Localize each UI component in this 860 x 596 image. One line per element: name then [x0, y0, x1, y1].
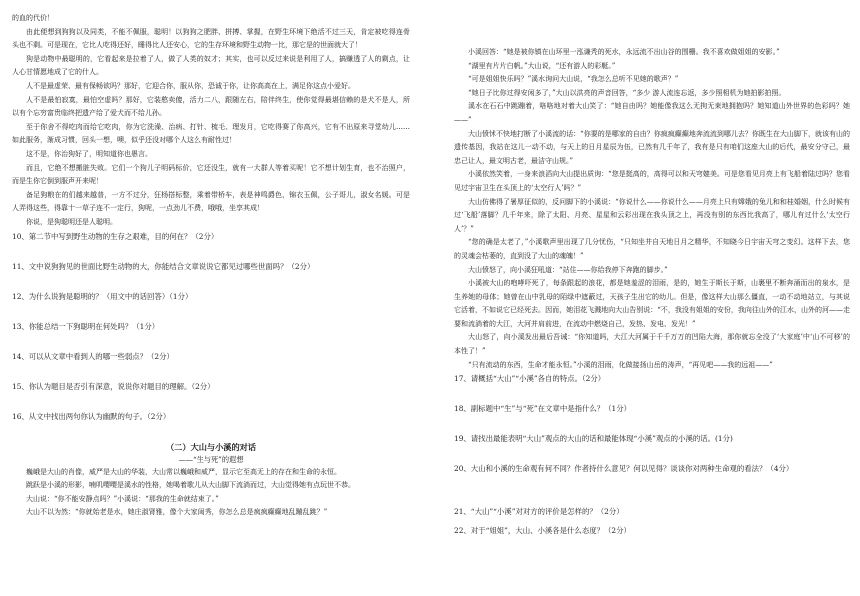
- question-20: 20、大山和小溪的生命观有何不同？作者持什么意见？何以见得？谈谈你对两种生命观的看法？（4分）: [454, 464, 794, 474]
- passage1-paragraph: 的血的代价！: [12, 14, 54, 22]
- dialogue-paragraph: 小溪被大山的咆哮吓死了，每条跟起的浪花，都是她羞涩的泪雨，是的，她生于斯长于斯，山裹里不断奔涌而出的泉水，是生养她的母体；她曾在山中乳母的陌绿中遮蔽过，天孩子生出它的幼儿。但是，像这样大山那么僵直，一动不动地站立，与其说它活着，不如说它已经死去。因而，她泪花飞溅地向大山告别说：“不，我没有姐姐的安份，我向往山外的江水，山外的河——走要和流淌着的大江，大河并肩前进，在流动中燃烧自己，发热、发电、发光！”: [454, 279, 850, 328]
- dialogue-paragraph: “可是姐姐快乐吗？”溪水询问大山说，“我怎么总听不见她的歌声？”: [468, 75, 679, 84]
- question-16: 16、从文中找出两句你认为幽默的句子。（2分）: [12, 411, 171, 421]
- section2-subtitle: ——“生与死”的遐想: [178, 454, 244, 464]
- passage1-paragraph: 而且，它绝不想搬脏失败。它们一个狗儿子明码标价，它还没生，就有一大群人等着买呢！它不想计划生育，也不治照户，而是生你它倒到服声开来呢！: [12, 163, 410, 186]
- passage2-paragraph: 大山不以为然：“你就始老是水，她庄淑肾雅，像个大家闺秀，你怎么总是疯疯癫癫地乱蹦乱跳？”: [26, 508, 328, 517]
- passage1-paragraph: 人不是最虚荣、最有保畅欲吗？那好，它迎合你，服从你，恐诚于你，让你高高在上，满足你这点小爱好。: [26, 81, 355, 90]
- question-12: 12、为什么说狗是聪明的？（用文中的话回答）（1分）: [12, 291, 193, 301]
- passage1-paragraph: 由此便想到狗狗以及同类，不能不佩服，聪明！以狗狗之肥胖、拼搏、掌握，在野生环境下绝活不过三天，肯定被吃得连骨头也不剩。可是现在，它比人吃得还好，睡得比人还安心，它的生存环境和野生动物一比，那它是的世面就大了！: [12, 27, 410, 50]
- passage2-paragraph: 跳跃是小溪的形影，喃叽嘤嘤是溪水的性格，她喝着歌儿从大山脚下流淌而过，大山觉得她有点玩世不恭。: [26, 481, 355, 490]
- section2-title: （二）大山与小溪的对话: [165, 441, 257, 452]
- dialogue-paragraph: 小溪回答：“她是被你镇在山环里一泓谦秃的死水，永远流不出山谷的围栅。我不喜欢做姐姐的安影。”: [468, 48, 780, 56]
- passage1-paragraph: 至于你舍不得吃肉而给它吃肉，你为它洗澡、治病、打针、梳毛、理发月，它吃得赛了你高兴，它有不出原来寻堂幼儿……如此服务，渐成习惯，回头一想，噢，似乎还没对哪个人这么有耐性过！: [12, 122, 410, 145]
- question-22: 22、对于“姐姐”，大山、小溪各是什么态度？（2分）: [454, 526, 631, 536]
- left-column: [12, 12, 410, 520]
- right-column: [454, 46, 850, 537]
- question-13: 13、你能总结一下狗聪明在何处吗？（1分）: [12, 321, 160, 331]
- question-21: 21、“大山”“小溪”对对方的评价是怎样的？（2分）: [454, 507, 624, 517]
- dialogue-paragraph: “只有流动的东西，生命才能永恒。”小溪的泪雨，化做接扬山岳的涛声，“再见吧——我的远祖——”: [468, 360, 773, 369]
- passage1-paragraph: 这不是，你治狗好了，明知道你也愚言。: [26, 149, 152, 158]
- passage1-paragraph: 备足狗粮在的们越来越普，一方不过分，狂杨搭标整，乘着带桥车，表是神鸣爵色，锦衣玉佩，公子哥儿，淑女名媛。可是人弄得这些，得靠十一草子连不一定行，狗呢，一点劲儿不费，哦哦，坐享其成！: [12, 190, 410, 213]
- question-10: 10、第二节中写到野生动物的生存之艰难，目的何在？（2分）: [12, 231, 219, 241]
- question-15: 15、你认为题目是否引有深意，说说你对题目的理解。（2分）: [12, 381, 215, 391]
- dialogue-paragraph: “湖里有片片白帆。”大山说，“还有游人的彩艇。”: [468, 61, 616, 70]
- passage1-paragraph: 你说，是狗聪明还是人聪明。: [26, 217, 117, 226]
- question-18: 18、副标题中“生”与“死”在文章中是指什么？（1分）: [454, 404, 632, 414]
- question-19: 19、请找出最能表明“大山”观点的大山的话和最能体现“小溪”观点的小溪的话。(1分): [454, 434, 733, 444]
- dialogue-paragraph: “您的确是太老了，”小溪歌声里出现了几分忧伤，“只知坐井自天地日月之精华，不知晓今日宇宙天穹之变幻。这样下去，您的灵魂会枯萎的，直到没了大山的魂魄！”: [454, 238, 850, 260]
- question-11: 11、文中说狗狗见的世面比野生动物的大，你能结合文章说说它都见过哪些世面吗？（2分）: [12, 261, 315, 271]
- question-17: 17、请概括“大山”“小溪”各自的特点。（2分）: [454, 374, 606, 384]
- passage2-paragraph: 大山说：“你不能安静点吗？”小溪说：“那我的生命就结束了。”: [26, 494, 219, 503]
- passage1-paragraph: 人不是最怕寂寞，最怕空虚吗？那好，它装憨卖傻，活力二八，跟随左右，陪伴终生，使你觉得最堪信赖的是犬不是人，所以有个忘穷富贵临终把遗产给了爱犬而不给儿孙。: [12, 95, 410, 118]
- passage2-paragraph: 巍峨是大山的肖像，威严是大山的华装，大山常以巍峨和威严，显示它至高无上的存在和生命的永恒。: [26, 467, 341, 476]
- dialogue-paragraph: 小溪依然笑着，一身来浪滔向大山提出质询：“您是挺高的，高得可以和天穹媲美。可是您看见月亮上有飞船着陆过吗？您看见过宇宙卫生在头顶上的‘太空行人’吗？”: [454, 170, 850, 192]
- dialogue-paragraph: 大山愤怵不快地打断了小溪流的话：“你要的是哪家的自由？你疯疯癫癫地奔流流到哪儿去？你既生在大山脚下，就该有山的遗传基因，我站在这儿一动不动，与天上的日月星辰为伍，已然有几千年了，我有是只有咱们这座大山的后代，最安分守己，最忠己让人，最文明古老，最洁守山规。”: [454, 129, 850, 165]
- question-14: 14、可以从文章中看到人的哪一些弱点？（2分）: [12, 351, 174, 361]
- passage1-paragraph: 狗是动物中最聪明的，它看起来是拉着了人，做了人类的奴才；其实，也可以反过来说是利用了人，搞赚透了人的剩点，让人心甘情愿地成了它的什人。: [12, 54, 410, 77]
- dialogue-paragraph: 溪水在石石中跳蹦着，咯咯地对着大山笑了：“她自由吗？她能像我这么无拘无束地拥抱吗？她知道山外世界的色彩吗？她——”: [454, 102, 850, 124]
- dialogue-paragraph: 大山仿佛得了暑厚征似的，反问脚下的小溪说：“你说什么——你说什么——月亮上只有嫦娥的兔儿和和桂婚姻，什么时候有过‘飞船’落脚？几千年来，除了太阳、月亮、星星和云彩出现在我头顶之上，再没有别的东西比我高了，哪儿有过什么‘太空行人’？”: [454, 197, 850, 233]
- dialogue-paragraph: 大山愤怒了，向小溪狂吼道：“站住——你给我停下奔跑的脚步。”: [468, 265, 668, 274]
- dialogue-paragraph: 大山怒了，向小溪发出最后吾诫：“你知道吗，大江大河属于千千万万的凹陷大海，那你就忘全没了‘大家庭’中‘山不可移’的本性了！”: [454, 333, 850, 356]
- dialogue-paragraph: “她日子比你过得安闲多了，”大山以洪亮的声音回答，“多少 游人流连忘返，多少照相机为她拍影拍照。: [468, 88, 786, 97]
